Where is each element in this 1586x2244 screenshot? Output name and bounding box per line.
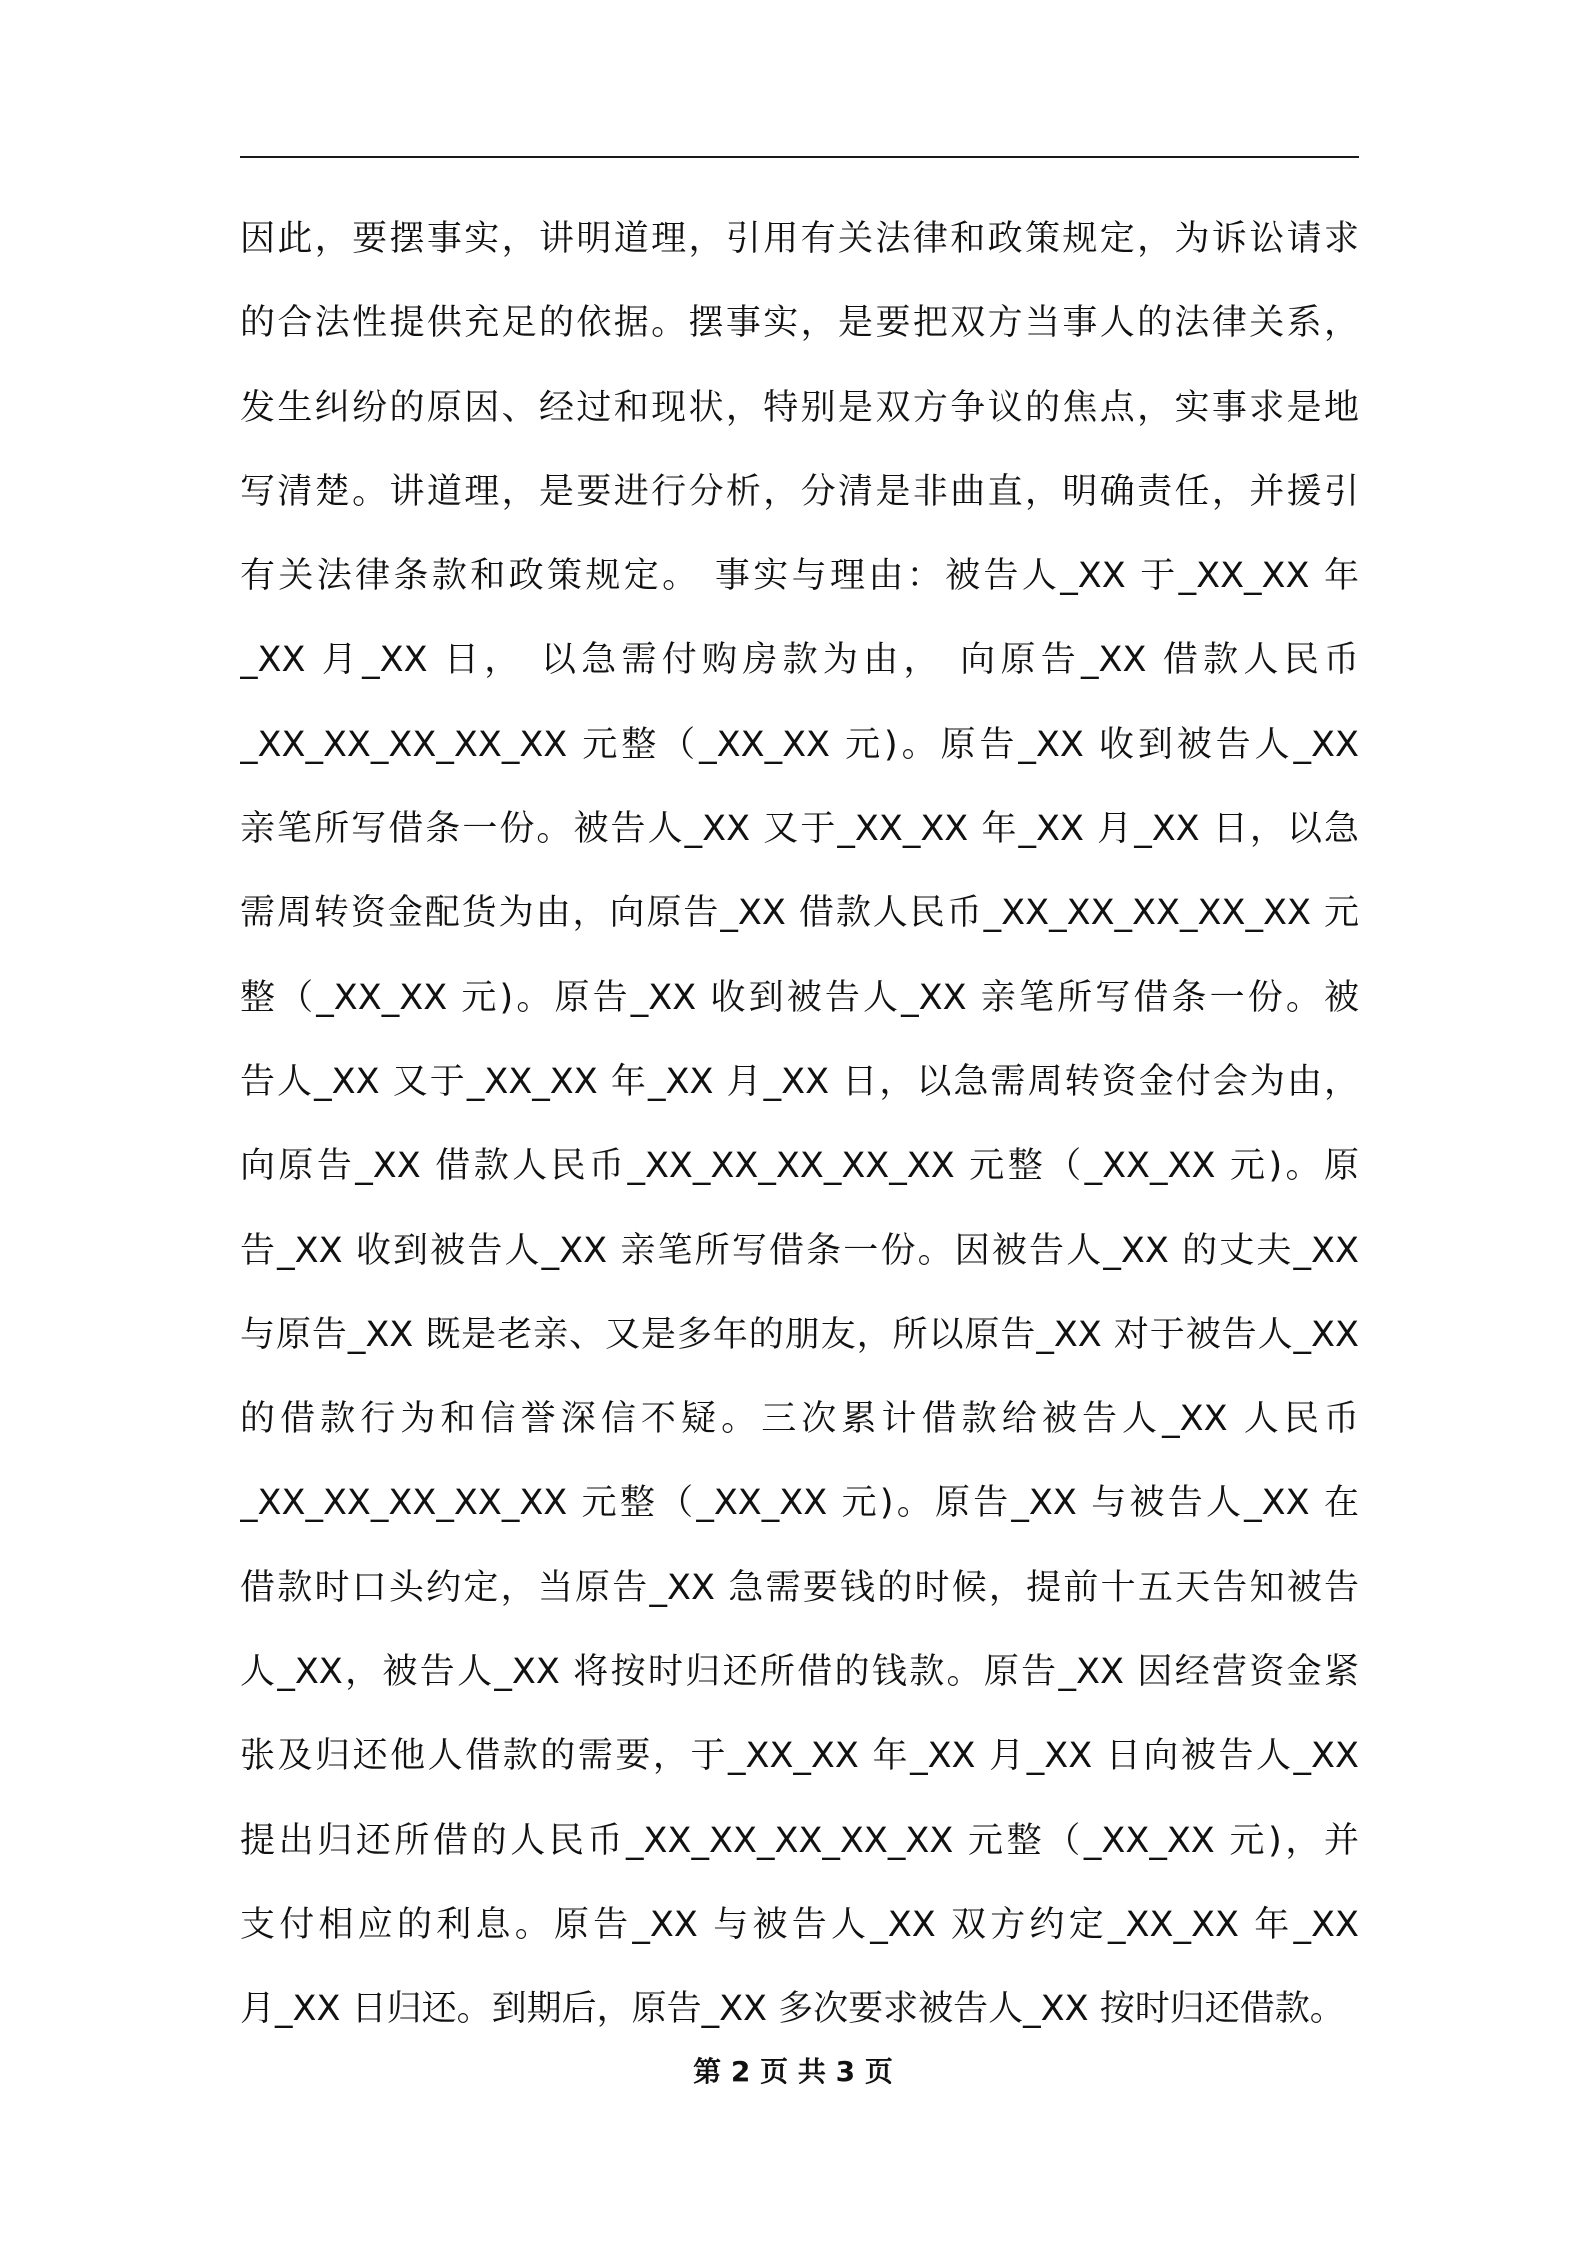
header-rule <box>240 156 1359 158</box>
text-line: _XX_XX_XX_XX_XX 元整（_XX_XX 元)。原告_XX 收到被告人_XX <box>240 724 1359 765</box>
text-line: 告人_XX 又于_XX_XX 年_XX 月_XX 日，以急需周转资金付会为由， <box>240 1061 1359 1102</box>
text-line: 的合法性提供充足的依据。摆事实，是要把双方当事人的法律关系， <box>240 303 1359 344</box>
text-line: _XX 月_XX 日， 以急需付购房款为由， 向原告_XX 借款人民币 <box>240 640 1359 681</box>
text-line: _XX_XX_XX_XX_XX 元整（_XX_XX 元)。原告_XX 与被告人_XX 在 <box>240 1483 1359 1524</box>
text-line: 提出归还所借的人民币_XX_XX_XX_XX_XX 元整（_XX_XX 元)，并 <box>240 1820 1359 1861</box>
text-line: 支付相应的利息。原告_XX 与被告人_XX 双方约定_XX_XX 年_XX <box>240 1904 1359 1945</box>
text-line: 需周转资金配货为由，向原告_XX 借款人民币_XX_XX_XX_XX_XX 元 <box>240 893 1359 934</box>
text-line: 告_XX 收到被告人_XX 亲笔所写借条一份。因被告人_XX 的丈夫_XX <box>240 1230 1359 1271</box>
document-body <box>240 197 1359 2052</box>
text-line: 借款时口头约定，当原告_XX 急需要钱的时候，提前十五天告知被告 <box>240 1567 1359 1608</box>
text-line: 人_XX，被告人_XX 将按时归还所借的钱款。原告_XX 因经营资金紧 <box>240 1652 1359 1693</box>
text-line: 月_XX 日归还。到期后，原告_XX 多次要求被告人_XX 按时归还借款。 <box>240 1989 1345 2030</box>
text-line: 因此，要摆事实，讲明道理，引用有关法律和政策规定，为诉讼请求 <box>240 219 1359 259</box>
text-line: 的借款行为和信誉深信不疑。三次累计借款给被告人_XX 人民币 <box>240 1399 1359 1440</box>
page-number: 第 2 页 共 3 页 <box>693 2055 893 2088</box>
text-line: 亲笔所写借条一份。被告人_XX 又于_XX_XX 年_XX 月_XX 日，以急 <box>240 809 1359 850</box>
text-line: 与原告_XX 既是老亲、又是多年的朋友，所以原告_XX 对于被告人_XX <box>240 1314 1359 1355</box>
text-line: 发生纠纷的原因、经过和现状，特别是双方争议的焦点，实事求是地 <box>240 387 1359 428</box>
text-line: 写清楚。讲道理，是要进行分析，分清是非曲直，明确责任，并援引 <box>240 471 1359 512</box>
text-line: 整（_XX_XX 元)。原告_XX 收到被告人_XX 亲笔所写借条一份。被 <box>240 977 1359 1018</box>
text-line: 有关法律条款和政策规定。 事实与理由：被告人_XX 于_XX_XX 年 <box>240 556 1359 597</box>
text-line: 向原告_XX 借款人民币_XX_XX_XX_XX_XX 元整（_XX_XX 元)。原 <box>240 1146 1359 1187</box>
text-line: 张及归还他人借款的需要，于_XX_XX 年_XX 月_XX 日向被告人_XX <box>240 1736 1359 1777</box>
